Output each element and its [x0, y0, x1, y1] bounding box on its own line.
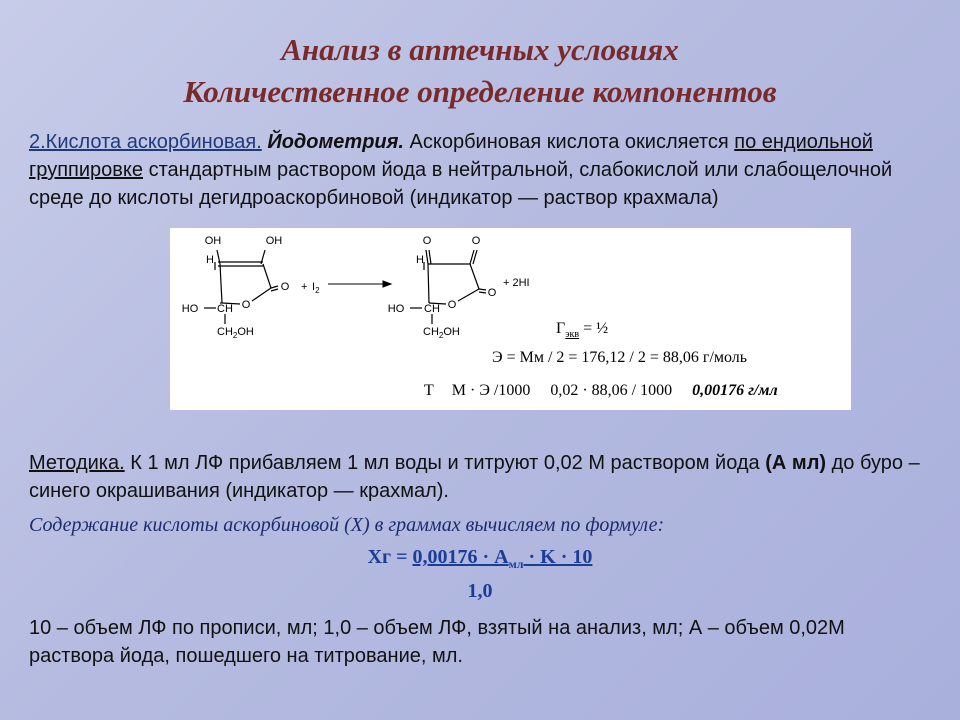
method-text-2: до буро – синего окрашивания (индикатор — крахмал). [29, 452, 920, 502]
eq-factor-sub: экв [565, 329, 580, 341]
slide-title-line2: Количественное определение компонентов [183, 74, 777, 109]
carbonyl-o-left-label: O [280, 281, 290, 293]
ascorbic-acid-bonds [204, 250, 278, 324]
iodine-label: $I_2$ [312, 281, 320, 295]
ch2oh-left-label: $CH_2OH$ [217, 326, 254, 340]
titer-symbol: Т [424, 382, 434, 399]
method-label: Методика. [29, 452, 125, 474]
reaction-arrow [328, 281, 391, 287]
o-top-left-label: O [422, 235, 432, 247]
h-right-label: H [416, 254, 424, 266]
section-heading: 2.Кислота аскорбиновая. [29, 131, 262, 153]
byproduct-label: + 2HI [503, 277, 530, 289]
formula-lhs: Хг = [367, 546, 413, 568]
intro-text-2: стандартным раствором йода в нейтральной, слабокислой или слабощелочной среде до кислоты дегидроаскорбиновой (индикатор — раствор крахмала) [29, 159, 893, 209]
titer-equation [424, 382, 778, 400]
reaction-figure [170, 228, 851, 410]
intro-text-1: Аскорбиновая кислота окисляется [409, 131, 729, 153]
method-name: Йодометрия. [267, 131, 404, 153]
eq-factor-value: = ½ [583, 320, 609, 337]
ch2oh-right-label: $CH_2OH$ [423, 326, 460, 340]
footnote: 10 – объем ЛФ по прописи, мл; 1,0 – объем ЛФ, взятый на анализ, мл; А – объем 0,02М раствора йода, пошедшего на титрование, мл. [29, 617, 845, 667]
formula-intro: Содержание кислоты аскорбиновой (Х) в граммах вычисляем по формуле: [29, 514, 665, 536]
equivalence-factor [556, 320, 608, 340]
formula-numerator-line [0, 546, 960, 572]
method-volume: (А мл) [765, 452, 827, 474]
ho-left-label: HO [181, 303, 199, 315]
ring-o-right-label: O [447, 299, 457, 311]
oh-right-label: OH [265, 235, 283, 247]
intro-paragraph [29, 128, 934, 212]
plus-sign: + [301, 281, 308, 293]
o-top-right-label: O [471, 235, 481, 247]
method-paragraph [29, 449, 934, 505]
carbonyl-o-right-label: O [487, 287, 497, 299]
intro-underlined: по ендиольной группировке [29, 131, 873, 181]
ch-left-label: CH [217, 303, 233, 315]
h-left-label: H [206, 254, 214, 266]
formula-numerator: $0,00176 \cdot А_{мл} \cdot K \cdot 10$ [412, 546, 593, 571]
titer-formula: М · Э /1000 [451, 382, 531, 399]
titer-substitution: 0,02 · 88,06 / 1000 [550, 382, 673, 399]
formula-denominator: 1,0 [467, 580, 493, 602]
method-text: К 1 мл ЛФ прибавляем 1 мл воды и титруют 0,02 М раствором йода [130, 452, 760, 474]
ho-right-label: HO [387, 303, 405, 315]
ring-o-left-label: O [241, 299, 251, 311]
slide-title-line1: Анализ в аптечных условиях [281, 32, 679, 67]
oh-left-label: OH [204, 235, 222, 247]
titer-result: 0,00176 г/мл [692, 382, 778, 399]
eq-factor-symbol: Г [556, 320, 566, 337]
equivalent-mass-equation: Э = Мм / 2 = 176,12 / 2 = 88,06 г/моль [492, 349, 748, 366]
ch-right-label: CH [424, 303, 440, 315]
